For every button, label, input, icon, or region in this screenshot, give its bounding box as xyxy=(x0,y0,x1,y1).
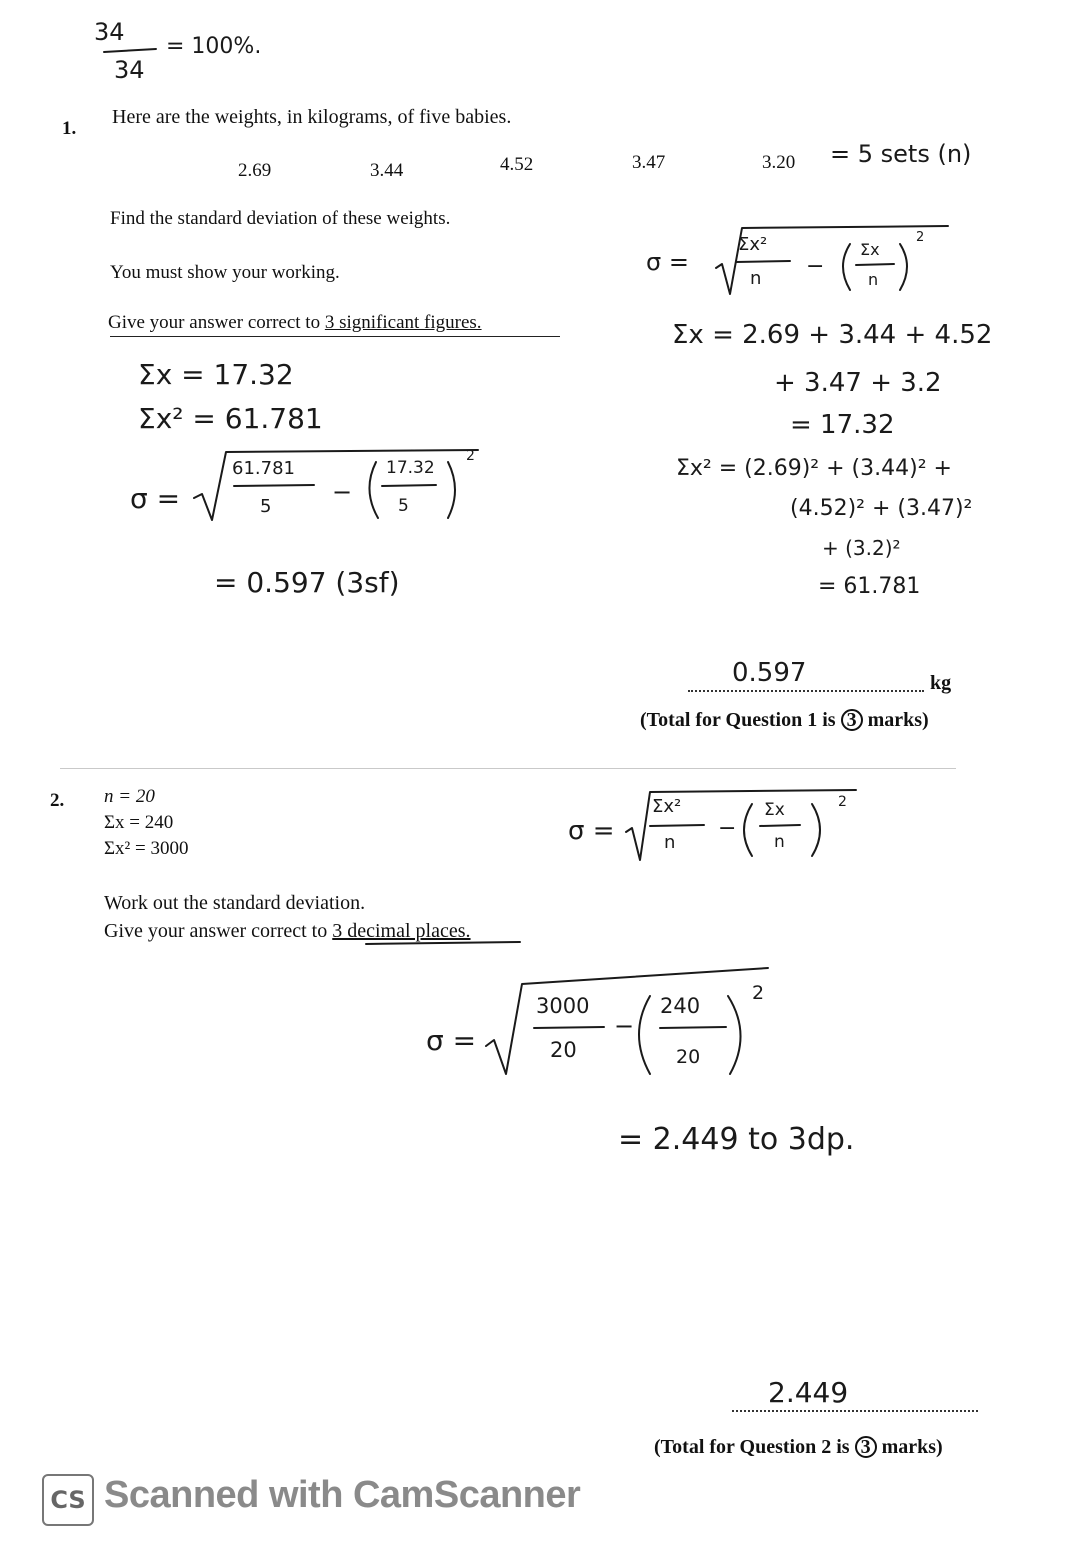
q2-minus-sub: − xyxy=(614,1012,635,1040)
q1-answer: 0.597 xyxy=(732,658,807,688)
q1-f-num: Σx² xyxy=(738,234,768,255)
q1-working: You must show your working. xyxy=(110,262,340,283)
note-equals: = 100%. xyxy=(166,34,262,59)
q1-weight-4: 3.47 xyxy=(632,152,666,173)
q1-weight-2: 3.44 xyxy=(370,160,404,181)
q2-instruction-underline xyxy=(366,942,520,944)
q1-g-den: n xyxy=(868,270,879,289)
q2-answer: 2.449 xyxy=(768,1376,849,1409)
q2-sub-bracket-l xyxy=(639,996,650,1074)
q1-exp-left: 2 xyxy=(466,448,475,464)
q2-sub-bracket-r xyxy=(728,996,741,1074)
q2-sub-f-bar xyxy=(534,1027,604,1028)
q1-find: Find the standard deviation of these weights. xyxy=(110,208,451,229)
q1-unit: kg xyxy=(930,672,952,694)
q2-n: n = 20 xyxy=(104,786,155,807)
q1-frac1-den: 5 xyxy=(260,496,272,517)
q1-weight-1: 2.69 xyxy=(238,160,272,181)
q1-frac2-num: 17.32 xyxy=(386,458,435,478)
q1-sum-x: Σx = 17.32 xyxy=(138,358,294,391)
q1-sum-line1: Σx = 2.69 + 3.44 + 4.52 xyxy=(672,320,993,350)
q1-give-instruction: Give your answer correct to 3 significant figures. xyxy=(108,312,482,333)
q2-formula-g-bar xyxy=(760,825,800,826)
q2-minus-formula: − xyxy=(718,816,737,841)
q1-left-bracket-l xyxy=(369,462,378,518)
q2-result: = 2.449 to 3dp. xyxy=(618,1122,855,1157)
q1-right-radical xyxy=(716,226,948,294)
q1-weight-3: 4.52 xyxy=(500,154,534,175)
note-fraction-bar xyxy=(104,49,156,52)
q2-task1: Work out the standard deviation. xyxy=(104,892,366,914)
q2-formula-bracket-r xyxy=(812,804,820,856)
note-denominator: 34 xyxy=(114,56,145,84)
q2-sub-f-num: 3000 xyxy=(536,994,590,1018)
q2-sub-radical xyxy=(486,968,768,1074)
q1-sets-note: = 5 sets (n) xyxy=(830,140,972,168)
q1-left-bracket-r xyxy=(448,462,455,518)
q1-number: 1. xyxy=(62,118,77,139)
q1-sum-line3: = 17.32 xyxy=(790,410,895,440)
q2-total: (Total for Question 2 is 3 marks) xyxy=(654,1436,943,1458)
q1-sigma-left: σ = xyxy=(130,482,181,515)
q1-g-num: Σx xyxy=(860,240,880,259)
q2-exp-sub: 2 xyxy=(752,982,765,1004)
q2-sum-x2: Σx² = 3000 xyxy=(104,838,189,859)
q2-f-den: n xyxy=(664,832,676,853)
q2-formula-bracket-l xyxy=(744,804,752,856)
q2-sigma-formula: σ = xyxy=(568,816,615,846)
q1-right-g-bar xyxy=(856,264,894,265)
q1-sum-line5: (4.52)² + (3.47)² xyxy=(790,496,973,521)
q2-g-den: n xyxy=(774,832,785,852)
q2-formula-f-bar xyxy=(650,825,704,826)
q2-sub-g-den: 20 xyxy=(676,1046,701,1068)
q2-number: 2. xyxy=(50,790,65,811)
q2-task2: Give your answer correct to 3 decimal places. xyxy=(104,920,471,942)
camscanner-watermark: Scanned with CamScanner xyxy=(104,1474,581,1516)
q1-sum-line4: Σx² = (2.69)² + (3.44)² + xyxy=(676,456,952,481)
q1-sum-x2: Σx² = 61.781 xyxy=(138,402,323,435)
q2-sub-g-bar xyxy=(660,1027,726,1028)
q1-left-frac2-bar xyxy=(382,485,436,486)
q1-sigma-right: σ = xyxy=(646,248,689,276)
q1-minus-left: − xyxy=(332,478,353,506)
q1-sum-line2: + 3.47 + 3.2 xyxy=(774,368,942,398)
q1-minus-right: − xyxy=(806,254,825,279)
q2-sum-x: Σx = 240 xyxy=(104,812,174,833)
q1-right-bracket-r xyxy=(900,244,907,290)
camscanner-logo-icon: CS xyxy=(42,1474,94,1526)
q2-marks-circle: 3 xyxy=(855,1436,877,1458)
q1-left-frac1-bar xyxy=(234,485,314,486)
q2-sub-f-den: 20 xyxy=(550,1038,577,1062)
q1-exp-right: 2 xyxy=(916,230,925,245)
q1-frac1-num: 61.781 xyxy=(232,458,295,479)
q2-sub-g-num: 240 xyxy=(660,994,701,1018)
q1-frac2-den: 5 xyxy=(398,496,409,516)
q2-sigma-sub: σ = xyxy=(426,1024,477,1057)
q1-total: (Total for Question 1 is 3 marks) xyxy=(640,709,929,731)
q1-f-den: n xyxy=(750,268,762,289)
q1-sum-line7: = 61.781 xyxy=(818,574,921,599)
q2-g-num: Σx xyxy=(764,800,785,820)
q1-result: = 0.597 (3sf) xyxy=(214,566,400,599)
q1-sum-line6: + (3.2)² xyxy=(822,536,901,560)
q2-f-num: Σx² xyxy=(652,796,682,817)
q1-right-f-bar xyxy=(736,261,790,262)
q2-exp-formula: 2 xyxy=(838,794,847,810)
note-numerator: 34 xyxy=(94,18,125,46)
q1-weight-5: 3.20 xyxy=(762,152,796,173)
q1-intro: Here are the weights, in kilograms, of five babies. xyxy=(112,106,512,128)
q1-marks-circle: 3 xyxy=(841,709,863,731)
q1-right-bracket-l xyxy=(843,244,850,290)
